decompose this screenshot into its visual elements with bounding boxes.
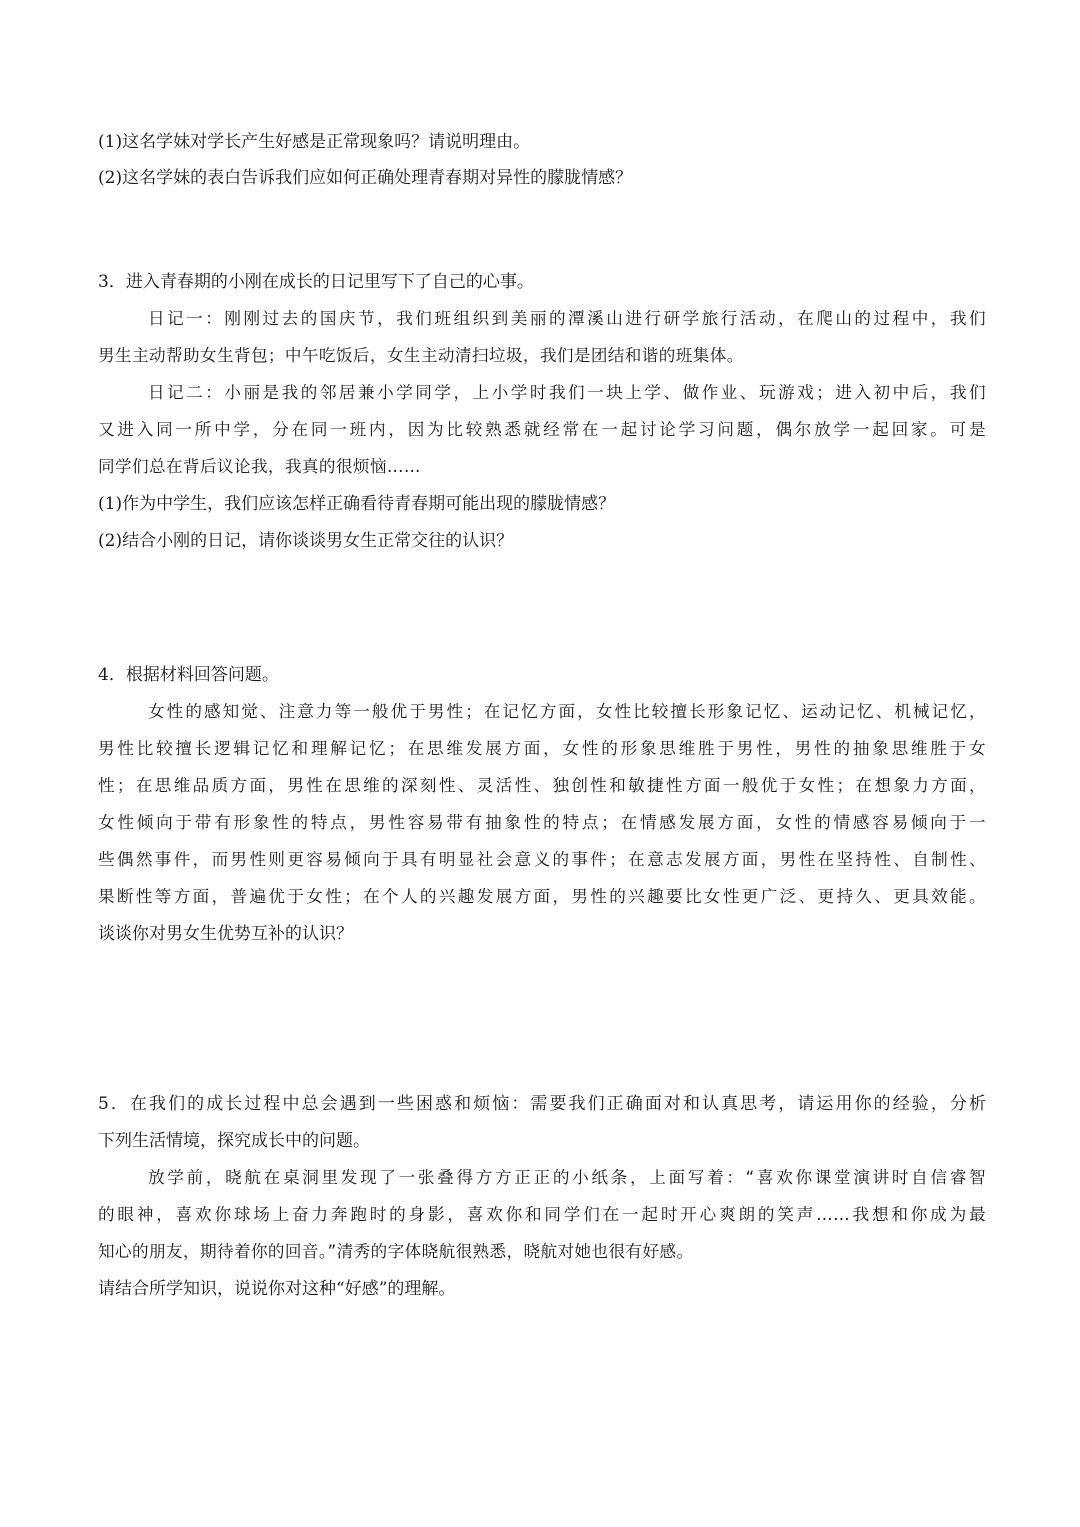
q5-stem-line-1: 5．在我们的成长过程中总会遇到一些困惑和烦恼：需要我们正确面对和认真思考，请运用你的经验，分析 xyxy=(98,1094,986,1114)
q5-material-line-2: 的眼神，喜欢你球场上奋力奔跑时的身影，喜欢你和同学们在一起时开心爽朗的笑声……我想和你成为最 xyxy=(98,1205,986,1224)
q2-subquestion-2: (2)这名学妹的表白告诉我们应如何正确处理青春期对异性的朦胧情感？ xyxy=(98,168,633,188)
q5-stem-line-2: 下列生活情境，探究成长中的问题。 xyxy=(98,1131,370,1151)
q3-subquestion-2: (2)结合小刚的日记，请你谈谈男女生正常交往的认识？ xyxy=(98,531,514,551)
q4-material-line-6: 果断性等方面，普遍优于女性；在个人的兴趣发展方面，男性的兴趣要比女性更广泛、更持久、更具效能。 xyxy=(98,887,986,906)
q3-stem: 3．进入青春期的小刚在成长的日记里写下了自己的心事。 xyxy=(98,272,534,292)
q4-question: 谈谈你对男女生优势互补的认识？ xyxy=(98,924,353,944)
q3-diary1-line-2: 男生主动帮助女生背包；中午吃饭后，女生主动清扫垃圾，我们是团结和谐的班集体。 xyxy=(98,346,744,365)
q3-diary2-line-2: 又进入同一所中学，分在同一班内，因为比较熟悉就经常在一起讨论学习问题，偶尔放学一起回家。可是 xyxy=(98,420,986,439)
q3-diary2-line-1: 日记二：小丽是我的邻居兼小学同学，上小学时我们一块上学、做作业、玩游戏；进入初中后，我们 xyxy=(148,383,986,402)
q2-subquestion-1: (1)这名学妹对学长产生好感是正常现象吗？请说明理由。 xyxy=(98,132,531,152)
q5-material-line-3: 知心的朋友，期待着你的回音。”清秀的字体晓航很熟悉，晓航对她也很有好感。 xyxy=(98,1242,694,1261)
q3-subquestion-1: (1)作为中学生，我们应该怎样正确看待青春期可能出现的朦胧情感？ xyxy=(98,494,616,514)
q5-question: 请结合所学知识，说说你对这种“好感”的理解。 xyxy=(98,1279,456,1299)
q3-diary2-line-3: 同学们总在背后议论我，我真的很烦恼…… xyxy=(98,457,421,476)
q5-material-line-1: 放学前，晓航在桌洞里发现了一张叠得方方正正的小纸条，上面写着：“喜欢你课堂演讲时自信睿智 xyxy=(148,1168,986,1187)
q4-material-line-5: 些偶然事件，而男性则更容易倾向于具有明显社会意义的事件；在意志发展方面，男性在坚持性、自制性、 xyxy=(98,850,986,869)
q4-stem: 4．根据材料回答问题。 xyxy=(98,665,279,685)
q4-material-line-3: 性；在思维品质方面，男性在思维的深刻性、灵活性、独创性和敏捷性方面一般优于女性；在想象力方面， xyxy=(98,776,986,795)
q4-material-line-1: 女性的感知觉、注意力等一般优于男性；在记忆方面，女性比较擅长形象记忆、运动记忆、机械记忆， xyxy=(148,702,986,721)
q3-diary1-line-1: 日记一：刚刚过去的国庆节，我们班组织到美丽的潭溪山进行研学旅行活动，在爬山的过程中，我们 xyxy=(148,309,986,328)
q4-material-line-4: 女性倾向于带有形象性的特点，男性容易带有抽象性的特点；在情感发展方面，女性的情感容易倾向于一 xyxy=(98,813,986,832)
q4-material-line-2: 男性比较擅长逻辑记忆和理解记忆；在思维发展方面，女性的形象思维胜于男性，男性的抽象思维胜于女 xyxy=(98,739,986,758)
